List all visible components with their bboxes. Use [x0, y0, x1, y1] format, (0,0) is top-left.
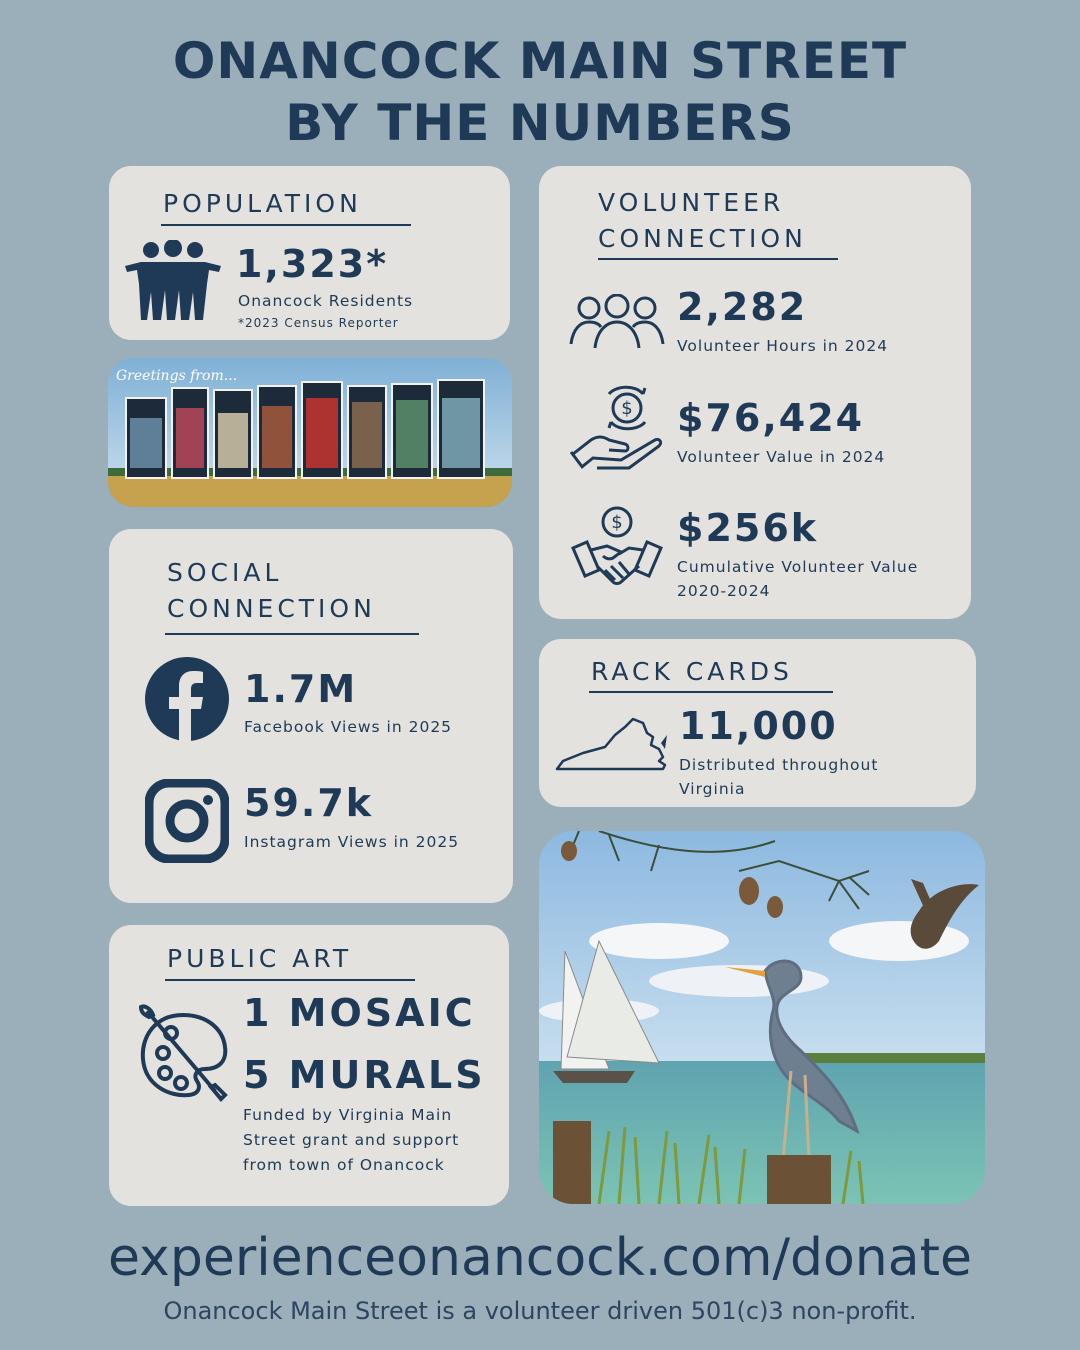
virginia-map-icon	[553, 713, 673, 775]
greetings-mural-photo	[108, 358, 512, 507]
public-art-desc-line-3: from town of Onancock	[243, 1156, 445, 1174]
volunteer-cumulative-label-line-1: Cumulative Volunteer Value	[677, 558, 919, 576]
rack-cards-label-line-1: Distributed throughout	[679, 756, 879, 774]
heron-mosaic-photo	[539, 831, 985, 1204]
public-art-line-1: 1 MOSAIC	[243, 991, 476, 1035]
population-heading: POPULATION	[163, 189, 362, 218]
volunteer-cumulative-value: $256k	[677, 506, 819, 550]
public-art-card	[109, 925, 509, 1206]
rack-cards-card	[539, 639, 976, 807]
svg-text:$: $	[621, 398, 633, 419]
title-line-1: ONANCOCK MAIN STREET	[172, 32, 908, 90]
rack-cards-label-line-2: Virginia	[679, 780, 746, 798]
instagram-value: 59.7k	[244, 781, 374, 825]
volunteer-card	[539, 166, 971, 619]
public-art-desc-line-1: Funded by Virginia Main	[243, 1106, 453, 1124]
social-heading-line-2: CONNECTION	[167, 594, 376, 623]
rack-cards-rule	[589, 691, 833, 693]
public-art-desc-line-2: Street grant and support	[243, 1131, 460, 1149]
volunteer-rule	[598, 258, 838, 260]
rack-cards-value: 11,000	[679, 704, 838, 748]
volunteer-heading-line-2: CONNECTION	[598, 224, 807, 253]
population-card	[109, 166, 510, 340]
public-art-heading: PUBLIC ART	[167, 944, 353, 973]
social-heading-line-1: SOCIAL	[167, 558, 283, 587]
palette-icon	[135, 1003, 231, 1103]
facebook-value: 1.7M	[244, 667, 358, 711]
public-art-line-2: 5 MURALS	[243, 1053, 486, 1097]
volunteer-hours-label: Volunteer Hours in 2024	[677, 337, 889, 355]
people-group-icon	[123, 240, 223, 322]
people-outline-icon	[569, 294, 665, 350]
volunteer-value-2024-label: Volunteer Value in 2024	[677, 448, 886, 466]
volunteer-hours-value: 2,282	[677, 285, 808, 329]
population-rule	[161, 224, 411, 226]
social-card	[109, 529, 513, 903]
facebook-label: Facebook Views in 2025	[244, 718, 453, 736]
volunteer-cumulative-label-line-2: 2020-2024	[677, 582, 771, 600]
hand-dollar-icon	[569, 384, 665, 472]
volunteer-value-2024: $76,424	[677, 396, 865, 440]
facebook-icon	[145, 657, 229, 741]
svg-text:$: $	[611, 512, 623, 533]
handshake-dollar-icon	[569, 504, 665, 596]
title-line-2: BY THE NUMBERS	[285, 94, 795, 152]
population-label: Onancock Residents	[238, 292, 414, 310]
instagram-icon	[145, 779, 229, 863]
population-value: 1,323*	[236, 242, 389, 286]
public-art-rule	[165, 979, 415, 981]
volunteer-heading-line-1: VOLUNTEER	[598, 188, 785, 217]
donate-url[interactable]: experienceonancock.com/donate	[107, 1228, 973, 1288]
rack-cards-heading: RACK CARDS	[591, 657, 793, 686]
nonprofit-note: Onancock Main Street is a volunteer driven 501(c)3 non-profit.	[163, 1297, 917, 1325]
population-footnote: *2023 Census Reporter	[238, 316, 399, 330]
instagram-label: Instagram Views in 2025	[244, 833, 460, 851]
page-title	[0, 30, 1080, 154]
social-rule	[165, 633, 419, 635]
greetings-script: Greetings from...	[116, 368, 238, 384]
